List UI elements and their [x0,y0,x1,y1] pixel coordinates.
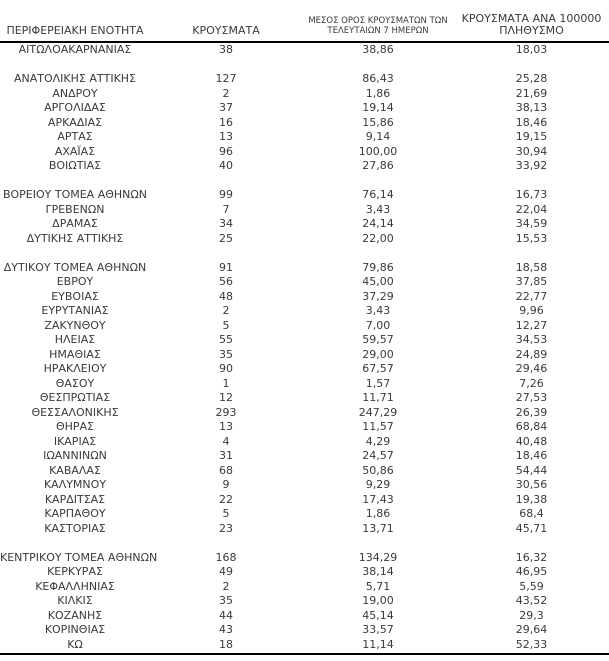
cell-region: ΚΑΣΤΟΡΙΑΣ [44,521,106,535]
cell-cases: 168 [215,550,237,564]
cell-avg7: 13,71 [362,521,394,535]
cell-region: ΕΥΡΥΤΑΝΙΑΣ [41,304,109,317]
cell-per100k: 46,95 [515,565,548,578]
table-row [0,232,609,247]
cell-cases: 35 [219,594,233,607]
row-group [0,43,609,58]
cell-per100k: 12,27 [515,318,548,332]
table-row [0,87,609,102]
cell-cases: 25 [219,231,233,245]
cell-per100k: 7,26 [519,376,544,390]
cell-region: ΚΑΛΥΜΝΟΥ [43,478,107,491]
cell-avg7: 1,86 [365,507,391,520]
cell-region: ΗΜΑΘΙΑΣ [49,347,101,361]
row-group [0,72,609,174]
cell-avg7: 67,57 [362,362,394,375]
cell-per100k: 40,48 [515,434,548,448]
table-row [0,203,609,218]
cell-avg7: 19,00 [362,594,394,607]
col-header-per100k-line2: ΠΛΗΘΥΣΜΟ [499,23,564,37]
cell-per100k: 43,52 [515,594,548,607]
cell-per100k: 25,28 [515,72,548,85]
col-header-cases-label: ΚΡΟΥΣΜΑΤΑ [192,23,260,37]
table-row [0,609,609,624]
table-row [0,391,609,406]
col-header-per100k-line1: ΚΡΟΥΣΜΑΤΑ ΑΝΑ 100000 [461,12,602,25]
cell-cases: 12 [219,391,233,404]
cell-per100k: 9,96 [519,304,544,317]
table-header-row [0,0,609,43]
table-row [0,319,609,334]
table-row [0,522,609,537]
table-row [0,348,609,363]
cell-avg7: 7,00 [365,318,391,332]
cell-cases: 9 [222,478,230,491]
cell-region: ΚΟΡΙΝΘΙΑΣ [44,623,106,636]
cell-per100k: 27,53 [515,391,548,404]
cell-cases: 90 [219,362,233,375]
cell-region: ΑΡΤΑΣ [57,130,93,143]
cell-per100k: 34,53 [515,333,548,346]
cell-per100k: 19,38 [515,492,548,506]
table-row [0,130,609,145]
cell-region: ΙΚΑΡΙΑΣ [53,434,97,448]
cell-region: ΚΕΦΑΛΛΗΝΙΑΣ [35,579,115,593]
cell-avg7: 76,14 [362,188,394,201]
cell-avg7: 134,29 [358,550,398,564]
table-row [0,145,609,160]
cell-per100k: 38,13 [515,101,548,114]
cell-avg7: 86,43 [362,72,394,85]
table-row [0,478,609,493]
cell-region: ΑΡΚΑΔΙΑΣ [47,115,103,129]
cell-region: ΚΩ [67,637,83,651]
cell-region: ΚΑΡΠΑΘΟΥ [44,507,106,520]
cell-per100k: 34,59 [515,217,548,230]
cell-cases: 49 [219,565,233,578]
cell-cases: 56 [219,275,233,288]
cell-avg7: 15,86 [362,115,394,129]
cell-avg7: 4,29 [365,434,391,448]
table-row [0,638,609,653]
table-row [0,159,609,174]
col-header-region [0,25,150,37]
cell-avg7: 100,00 [358,144,398,158]
cell-region: ΚΑΒΑΛΑΣ [49,463,101,477]
cell-per100k: 29,64 [515,623,548,636]
cell-region: ΚΕΡΚΥΡΑΣ [47,565,103,578]
table-row [0,420,609,435]
cell-cases: 43 [219,623,233,636]
cell-avg7: 3,43 [365,202,391,216]
table-row [0,551,609,566]
cell-cases: 4 [222,434,230,448]
cell-cases: 91 [219,260,233,274]
cell-avg7: 38,14 [362,565,394,578]
table-row [0,449,609,464]
cell-region: ΕΒΡΟΥ [56,275,94,288]
cell-region: ΚΟΖΑΝΗΣ [47,608,103,622]
table-row [0,116,609,131]
cell-region: ΔΥΤΙΚΗΣ ΑΤΤΙΚΗΣ [26,231,124,245]
cell-cases: 55 [219,333,233,346]
cell-cases: 48 [219,289,233,303]
table-body [0,43,609,652]
cell-per100k: 5,59 [519,579,544,593]
cell-region: ΑΡΓΟΛΙΔΑΣ [44,101,106,114]
cell-region: ΔΡΑΜΑΣ [52,217,98,230]
table-row [0,594,609,609]
cell-cases: 38 [219,43,233,56]
table-row [0,290,609,305]
cell-avg7: 19,14 [362,101,394,114]
cell-avg7: 50,86 [362,463,394,477]
cell-cases: 127 [215,72,237,85]
cell-per100k: 29,3 [519,608,544,622]
cell-cases: 13 [219,130,233,143]
cell-per100k: 24,89 [515,347,548,361]
table-row [0,464,609,479]
cell-cases: 5 [222,318,230,332]
cell-cases: 13 [219,420,233,433]
cell-region: ΓΡΕΒΕΝΩΝ [45,202,105,216]
cell-region: ΗΛΕΙΑΣ [54,333,96,346]
cell-avg7: 11,57 [362,420,394,433]
cell-per100k: 30,94 [515,144,548,158]
cell-cases: 37 [219,101,233,114]
cell-region: ΘΕΣΠΡΩΤΙΑΣ [39,391,111,404]
cell-per100k: 33,92 [515,159,548,172]
table-row [0,333,609,348]
table-row [0,435,609,450]
col-header-avg7 [302,16,454,36]
cell-avg7: 1,57 [365,376,391,390]
table-bottom-rule [0,653,609,655]
cell-region: ΚΑΡΔΙΤΣΑΣ [44,492,106,506]
cell-region: ΑΝΔΡΟΥ [52,86,98,100]
table-row [0,580,609,595]
cell-per100k: 54,44 [515,463,548,477]
cell-cases: 2 [222,579,230,593]
cell-avg7: 9,29 [365,478,391,491]
cell-cases: 68 [219,463,233,477]
cell-avg7: 27,86 [362,159,394,172]
cell-per100k: 68,84 [515,420,548,433]
cell-cases: 293 [215,405,237,419]
cell-avg7: 247,29 [358,405,398,419]
cell-per100k: 18,46 [515,115,548,129]
table-row [0,43,609,58]
cell-cases: 44 [219,608,233,622]
cell-per100k: 18,58 [515,260,548,274]
cell-per100k: 45,71 [515,521,548,535]
cell-avg7: 45,14 [362,608,394,622]
table-row [0,101,609,116]
col-header-avg7-line2: ΤΕΛΕΥΤΑΙΩΝ 7 ΗΜΕΡΩΝ [327,26,429,36]
cell-region: ΒΟΙΩΤΙΑΣ [48,159,102,172]
row-group [0,551,609,653]
cell-avg7: 38,86 [362,43,394,56]
cell-region: ΗΡΑΚΛΕΙΟΥ [43,362,107,375]
cell-avg7: 59,57 [362,333,394,346]
cell-region: ΚΕΝΤΡΙΚΟΥ ΤΟΜΕΑ ΑΘΗΝΩΝ [0,550,158,564]
cell-per100k: 68,4 [519,507,544,520]
cell-region: ΑΝΑΤΟΛΙΚΗΣ ΑΤΤΙΚΗΣ [14,72,136,85]
cell-per100k: 26,39 [515,405,548,419]
cell-cases: 31 [219,449,233,462]
cell-region: ΑΧΑΪΑΣ [54,144,96,158]
cell-per100k: 16,32 [515,550,548,564]
cell-avg7: 1,86 [365,86,391,100]
cell-per100k: 21,69 [515,86,548,100]
cell-per100k: 37,85 [515,275,548,288]
col-header-cases [150,25,302,37]
table-row [0,377,609,392]
cell-avg7: 17,43 [362,492,394,506]
cell-cases: 22 [219,492,233,506]
col-header-per100k [454,13,609,36]
cell-cases: 1 [222,376,230,390]
cell-per100k: 52,33 [515,637,548,651]
cell-cases: 2 [222,304,230,317]
cell-avg7: 22,00 [362,231,394,245]
cell-avg7: 5,71 [365,579,391,593]
cell-cases: 5 [222,507,230,520]
row-group [0,261,609,537]
cell-avg7: 3,43 [365,304,391,317]
cell-avg7: 11,14 [362,637,394,651]
table-row [0,217,609,232]
cell-per100k: 29,46 [515,362,548,375]
cell-cases: 16 [219,115,233,129]
cell-avg7: 24,57 [362,449,394,462]
cell-avg7: 79,86 [362,260,394,274]
cell-per100k: 18,46 [515,449,548,462]
cell-per100k: 18,03 [515,43,548,56]
table-row [0,623,609,638]
cell-region: ΘΗΡΑΣ [55,420,95,433]
table-row [0,507,609,522]
cell-cases: 99 [219,188,233,201]
cell-region: ΘΕΣΣΑΛΟΝΙΚΗΣ [31,405,119,419]
table-row [0,493,609,508]
cell-avg7: 37,29 [362,289,394,303]
cell-per100k: 15,53 [515,231,548,245]
cell-per100k: 16,73 [515,188,548,201]
table-row [0,362,609,377]
cell-region: ΙΩΑΝΝΙΝΩΝ [43,449,107,462]
cell-cases: 40 [219,159,233,172]
col-header-region-label: ΠΕΡΙΦΕΡΕΙΑΚΗ ΕΝΟΤΗΤΑ [6,23,144,37]
table-row [0,275,609,290]
cell-per100k: 22,04 [515,202,548,216]
cell-region: ΒΟΡΕΙΟΥ ΤΟΜΕΑ ΑΘΗΝΩΝ [2,188,148,201]
cell-avg7: 45,00 [362,275,394,288]
cell-per100k: 22,77 [515,289,548,303]
cell-region: ΖΑΚΥΝΘΟΥ [44,318,106,332]
table-row [0,72,609,87]
col-header-avg7-line1: ΜΕΣΟΣ ΟΡΟΣ ΚΡΟΥΣΜΑΤΩΝ ΤΩΝ [308,16,448,26]
cell-avg7: 9,14 [365,130,391,143]
table-row [0,261,609,276]
cell-cases: 34 [219,217,233,230]
cell-region: ΑΙΤΩΛΟΑΚΑΡΝΑΝΙΑΣ [18,43,132,56]
cell-avg7: 24,14 [362,217,394,230]
cell-region: ΕΥΒΟΙΑΣ [51,289,99,303]
cell-avg7: 29,00 [362,347,394,361]
table-row [0,406,609,421]
cell-per100k: 19,15 [515,130,548,143]
cell-cases: 23 [219,521,233,535]
cell-cases: 7 [222,202,230,216]
cell-avg7: 33,57 [362,623,394,636]
cell-cases: 18 [219,637,233,651]
table-row [0,304,609,319]
cell-region: ΔΥΤΙΚΟΥ ΤΟΜΕΑ ΑΘΗΝΩΝ [3,260,147,274]
row-group [0,188,609,246]
cell-region: ΘΑΣΟΥ [55,376,95,390]
cell-cases: 2 [222,86,230,100]
table-row [0,565,609,580]
cell-per100k: 30,56 [515,478,548,491]
cell-region: ΚΙΛΚΙΣ [57,594,93,607]
table-row [0,188,609,203]
cell-avg7: 11,71 [362,391,394,404]
cell-cases: 35 [219,347,233,361]
cell-cases: 96 [219,144,233,158]
